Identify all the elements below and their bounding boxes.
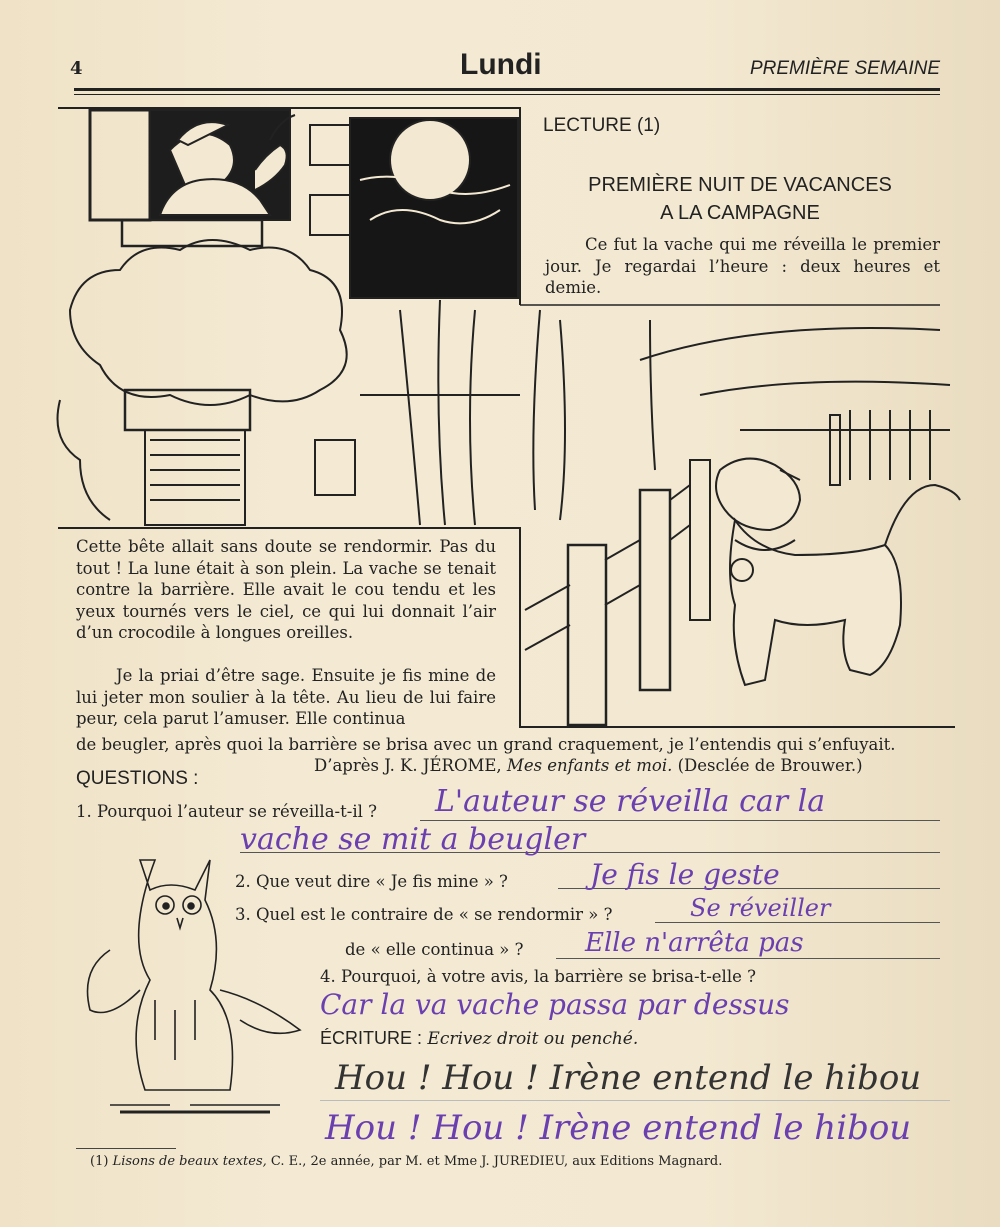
ecriture-section <box>320 1028 638 1049</box>
lecture-paragraph-2: Je la priai d’être sage. Ensuite je fis mine de lui jeter mon soulier à la tête. Au lieu de lui faire peur, cela parut l’amuser. Elle continua <box>76 666 496 728</box>
lecture-title <box>535 171 945 227</box>
answer-2[interactable]: Je fis le geste <box>590 858 780 891</box>
week-label: PREMIÈRE SEMAINE <box>749 58 940 79</box>
question-2: 2. Que veut dire « Je fis mine » ? <box>235 872 508 891</box>
footnote-title: Lisons de beaux textes, <box>112 1154 267 1169</box>
answer-1-line1[interactable]: L'auteur se réveilla car la <box>435 784 826 819</box>
source-title: Mes enfants et moi. <box>506 756 673 775</box>
lecture-title-line1: PREMIÈRE NUIT DE VACANCES <box>588 174 892 196</box>
owl-illustration <box>80 850 310 1130</box>
lecture-title-line2: A LA CAMPAGNE <box>660 202 820 224</box>
lecture-source <box>314 756 863 775</box>
ecriture-copy-line[interactable]: Hou ! Hou ! Irène entend le hibou <box>325 1108 912 1148</box>
lecture-intro: Ce fut la vache qui me réveilla le premier jour. Je regardai l’heure : deux heures et demie. <box>545 235 940 297</box>
answer-3[interactable]: Se réveiller <box>690 894 831 922</box>
ecriture-instruction: Ecrivez droit ou penché. <box>427 1029 639 1049</box>
answer-3b[interactable]: Elle n'arrêta pas <box>585 928 804 958</box>
source-publisher: (Desclée de Brouwer.) <box>677 756 863 775</box>
ecriture-label: ÉCRITURE : <box>320 1028 423 1048</box>
question-3b: de « elle continua » ? <box>345 940 524 959</box>
answer-1-line2[interactable]: vache se mit a beugler <box>240 822 586 857</box>
lecture-paragraph-2-end: de beugler, après quoi la barrière se brisa avec un grand craquement, je l’entendis qui s’enfuyait. <box>76 735 896 754</box>
footnote-rule <box>76 1148 176 1149</box>
question-1: 1. Pourquoi l’auteur se réveilla-t-il ? <box>76 802 377 821</box>
question-4: 4. Pourquoi, à votre avis, la barrière se brisa-t-elle ? <box>320 967 756 986</box>
answer-line-3 <box>655 922 940 923</box>
lecture-paragraph-1: Cette bête allait sans doute se rendormir. Pas du tout ! La lune était à son plein. La vache se tenait contre la barrière. Elle avait le cou tendu et les yeux tournés vers le ciel, ce qui lui donnait l’air d’un crocodile à longues oreilles. <box>76 537 496 642</box>
answer-line-1 <box>420 820 940 821</box>
lecture-label: LECTURE (1) <box>543 115 661 136</box>
page-number: 4 <box>70 58 83 79</box>
footnote-number: (1) <box>90 1154 109 1169</box>
footnote <box>90 1154 722 1169</box>
question-3: 3. Quel est le contraire de « se rendormir » ? <box>235 905 613 924</box>
ecriture-model-line: Hou ! Hou ! Irène entend le hibou <box>335 1058 922 1098</box>
page-title-day: Lundi <box>460 48 542 81</box>
source-author: D’après J. K. JÉROME, <box>314 756 502 775</box>
answer-4[interactable]: Car la va vache passa par dessus <box>320 988 790 1021</box>
ecriture-guide-line <box>320 1100 950 1101</box>
answer-line-3b <box>556 958 940 959</box>
footnote-text: C. E., 2e année, par M. et Mme J. JUREDIEU, aux Editions Magnard. <box>270 1154 723 1169</box>
questions-label: QUESTIONS : <box>76 768 199 789</box>
